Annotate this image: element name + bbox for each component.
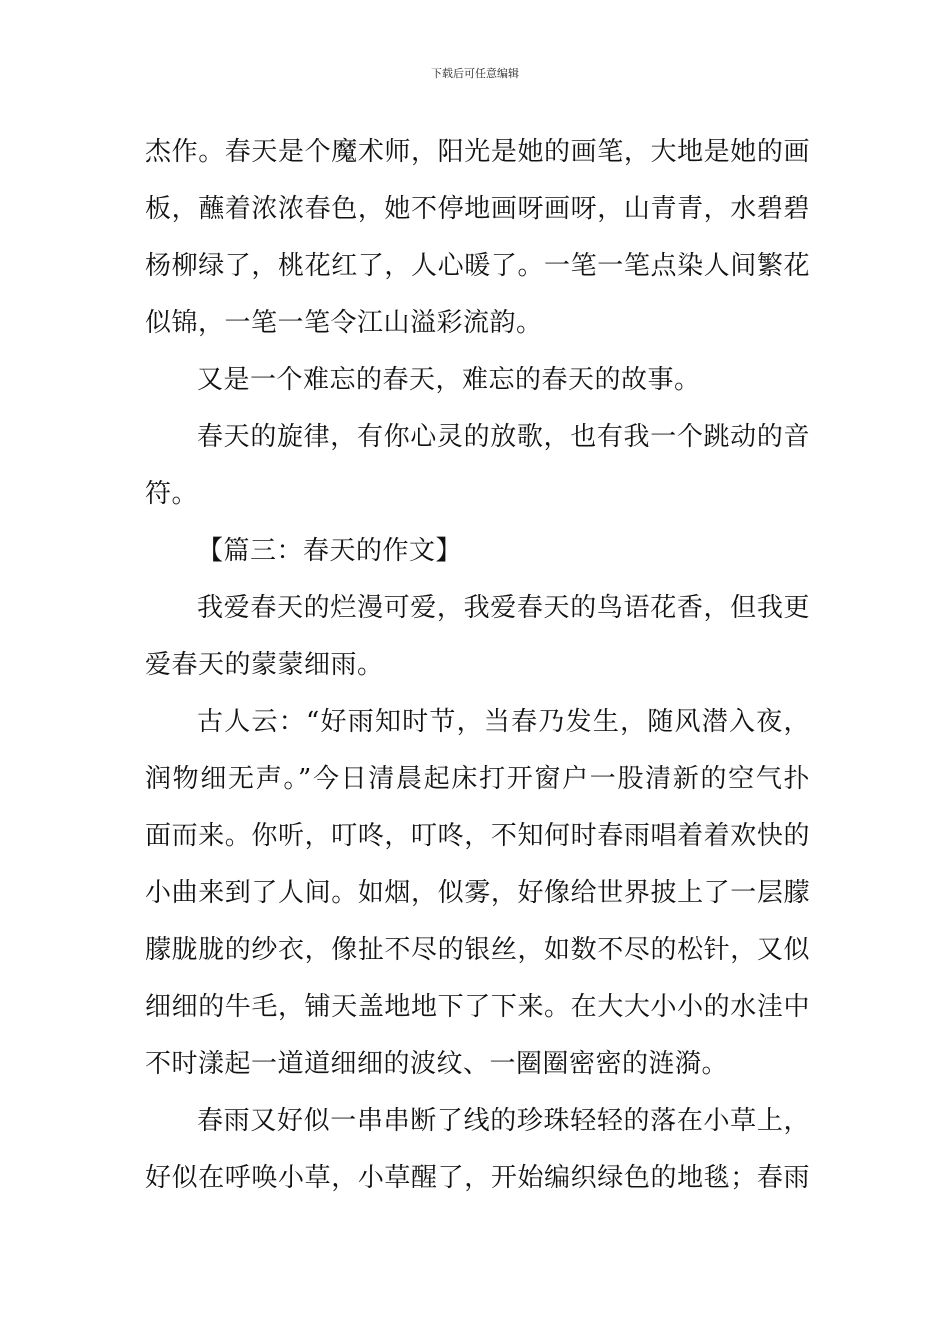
text-line: 好似在呼唤小草，小草醒了，开始编织绿色的地毯；春雨 [145,1163,810,1193]
text-line: 润物细无声。”今日清晨起床打开窗户一股清新的空气扑 [145,764,810,794]
text-line: 朦胧胧的纱衣，像扯不尽的银丝，如数不尽的松针，又似 [145,935,810,965]
text-line: 我爱春天的烂漫可爱，我爱春天的鸟语花香，但我更 [197,593,810,623]
paragraph-5 [145,694,810,1093]
section-heading [145,523,810,580]
text-line: 爱春天的蒙蒙细雨。 [145,650,384,680]
text-line: 细细的牛毛，铺天盖地地下了下来。在大大小小的水洼中 [145,992,810,1022]
text-line: 又是一个难忘的春天，难忘的春天的故事。 [197,365,701,395]
text-line: 板，蘸着浓浓春色，她不停地画呀画呀，山青青，水碧碧 [145,194,810,224]
text-line: 符。 [145,479,199,509]
text-line: 【篇三：春天的作文】 [197,536,463,566]
paragraph-2 [145,352,810,409]
paragraph-1 [145,124,810,352]
text-line: 似锦，一笔一笔令江山溢彩流韵。 [145,308,543,338]
text-line: 杰作。春天是个魔术师，阳光是她的画笔，大地是她的画 [145,137,810,167]
document-body [145,124,810,1207]
paragraph-6 [145,1093,810,1207]
text-line: 古人云：“好雨知时节，当春乃发生，随风潜入夜， [197,707,810,737]
text-line: 春雨又好似一串串断了线的珍珠轻轻的落在小草上， [197,1106,810,1136]
text-line: 小曲来到了人间。如烟，似雾，好像给世界披上了一层朦 [145,878,810,908]
paragraph-4 [145,580,810,694]
text-line: 面而来。你听，叮咚，叮咚，不知何时春雨唱着着欢快的 [145,821,810,851]
text-line: 不时漾起一道道细细的波纹、一圈圈密密的涟漪。 [145,1049,729,1079]
paragraph-3 [145,409,810,523]
text-line: 杨柳绿了，桃花红了，人心暖了。一笔一笔点染人间繁花 [145,251,810,281]
page-header: 下载后可任意编辑 [431,67,519,80]
text-line: 春天的旋律，有你心灵的放歌，也有我一个跳动的音 [197,422,810,452]
